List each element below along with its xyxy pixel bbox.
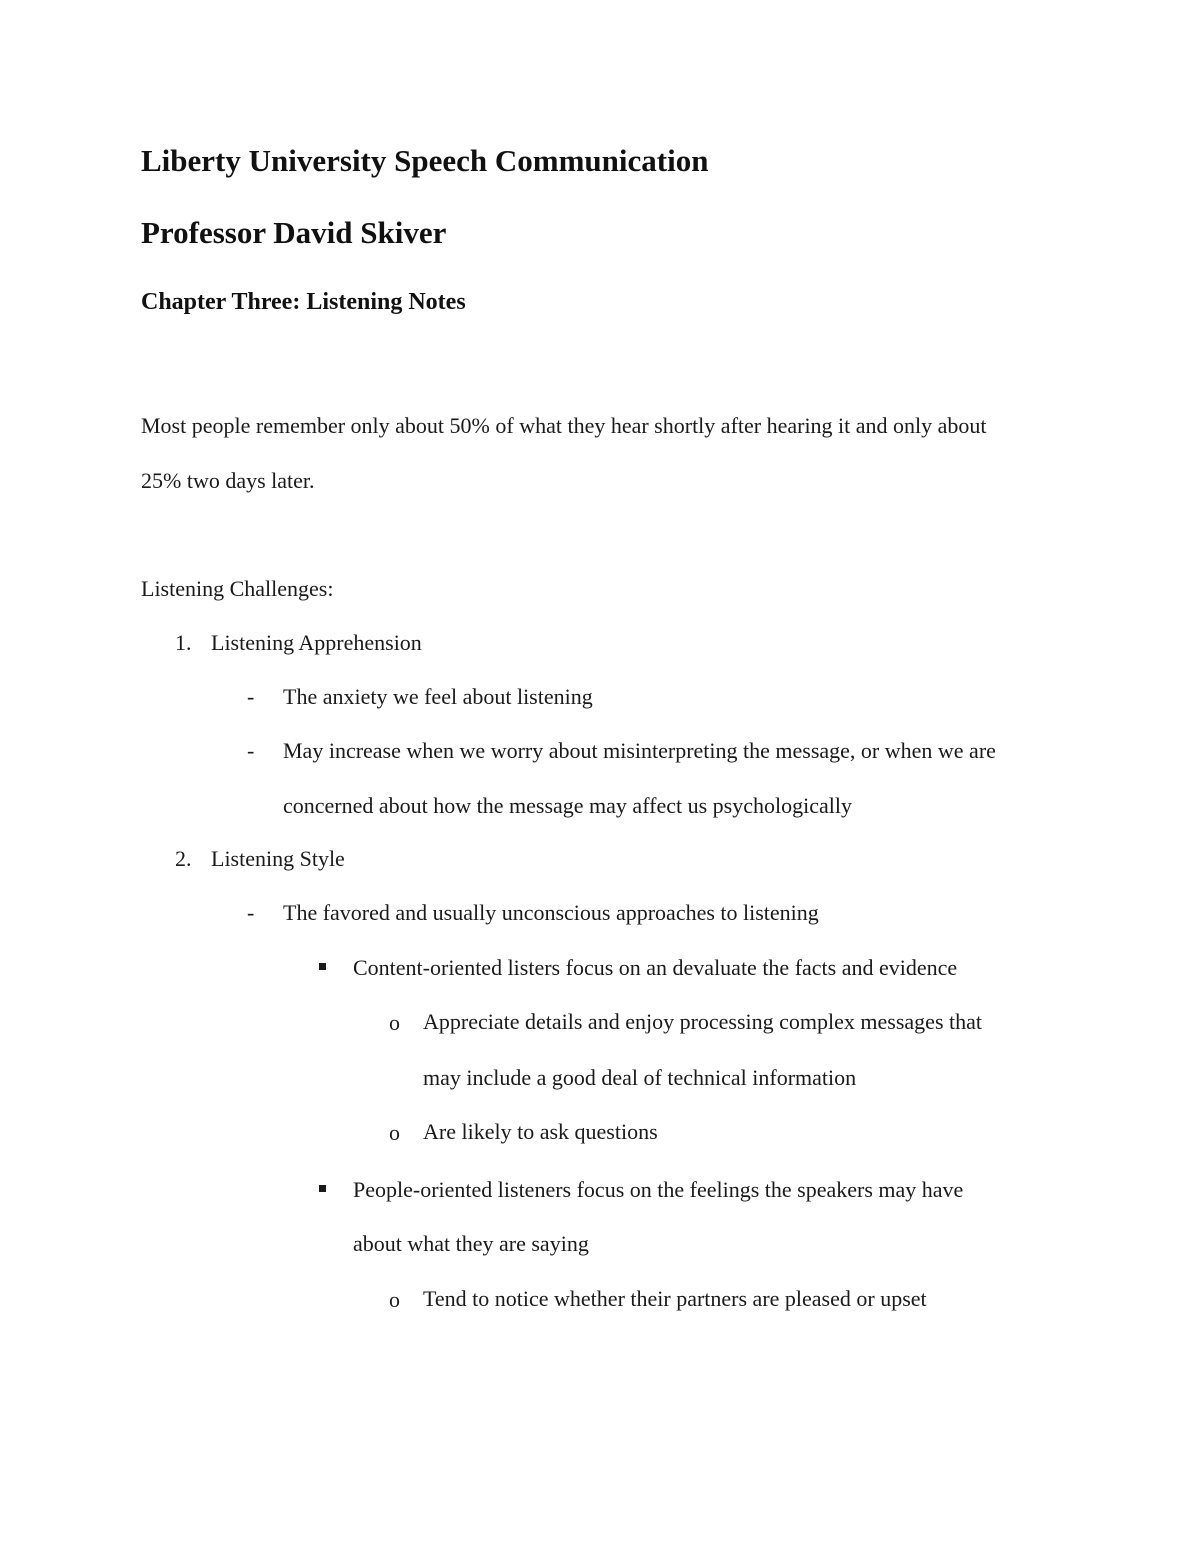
circle-bullet-icon: o bbox=[389, 1120, 400, 1145]
intro-line-2: 25% two days later. bbox=[141, 468, 315, 493]
document-title: Liberty University Speech Communication bbox=[141, 143, 709, 178]
square-bullet-icon bbox=[319, 1185, 326, 1192]
detail-ask-questions: Are likely to ask questions bbox=[423, 1119, 658, 1144]
list-item-listening-apprehension: Listening Apprehension bbox=[211, 630, 422, 655]
professor-heading: Professor David Skiver bbox=[141, 215, 447, 250]
point-increase-line-1: May increase when we worry about misinterpreting the message, or when we are bbox=[283, 738, 996, 763]
dash-bullet: - bbox=[247, 738, 255, 763]
list-item-listening-style: Listening Style bbox=[211, 846, 345, 871]
dash-bullet: - bbox=[247, 684, 255, 709]
detail-notice-pleased-upset: Tend to notice whether their partners are pleased or upset bbox=[423, 1286, 927, 1311]
chapter-heading: Chapter Three: Listening Notes bbox=[141, 289, 466, 315]
intro-line-1: Most people remember only about 50% of what they hear shortly after hearing it and only about bbox=[141, 413, 987, 438]
point-anxiety: The anxiety we feel about listening bbox=[283, 684, 593, 709]
sub-bullet-content-oriented: Content-oriented listers focus on an devaluate the facts and evidence bbox=[353, 955, 958, 980]
sub-bullet-people-oriented-line-2: about what they are saying bbox=[353, 1231, 589, 1256]
challenges-label: Listening Challenges: bbox=[141, 576, 334, 601]
list-number-1: 1. bbox=[175, 630, 192, 655]
sub-bullet-people-oriented-line-1: People-oriented listeners focus on the feelings the speakers may have bbox=[353, 1177, 964, 1202]
circle-bullet-icon: o bbox=[389, 1010, 400, 1035]
dash-bullet: - bbox=[247, 900, 255, 925]
square-bullet-icon bbox=[319, 963, 326, 970]
detail-appreciate-line-1: Appreciate details and enjoy processing complex messages that bbox=[423, 1009, 982, 1034]
list-number-2: 2. bbox=[175, 846, 192, 871]
point-increase-line-2: concerned about how the message may affect us psychologically bbox=[283, 793, 852, 818]
point-favored-approaches: The favored and usually unconscious approaches to listening bbox=[283, 900, 819, 925]
circle-bullet-icon: o bbox=[389, 1287, 400, 1312]
detail-appreciate-line-2: may include a good deal of technical information bbox=[423, 1065, 857, 1090]
